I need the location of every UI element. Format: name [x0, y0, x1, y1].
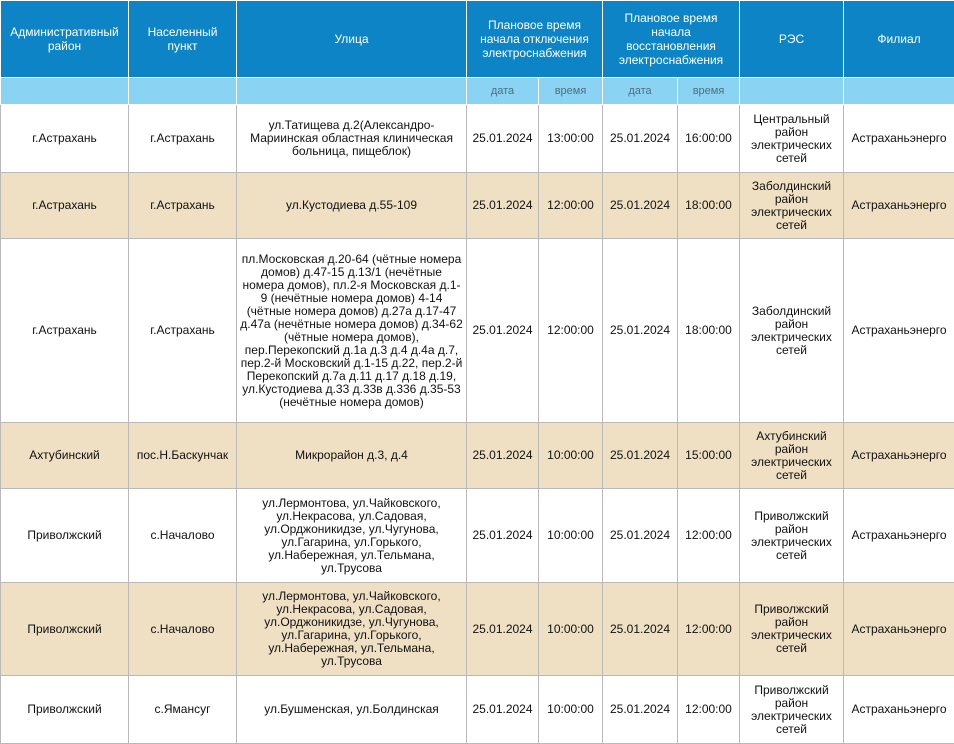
cell-street: ул.Бушменская, ул.Болдинская: [237, 676, 467, 744]
cell-off-time: 10:00:00: [539, 489, 603, 583]
cell-on-time: 12:00:00: [678, 583, 740, 676]
cell-on-time: 15:00:00: [678, 423, 740, 489]
cell-street: пл.Московская д.20-64 (чётные номера домов) д.47-15 д.13/1 (нечётные номера домов), пл.2-я Московская д.1-9 (нечётные номера домов) 4-14 (чётные номера домов) д.27а д.17-47 д.47а (нечётные номера домов) д.34-62 (чётные номера домов), пер.Перекопский д.1а д.3 д.4 д.4а д.7, пер.2-й Московский д.1-15 д.22, пер.2-й Перекопский д.7а д.11 д.17 д.18 д.19, ул.Кустодиева д.33 д.33в д.336 д.35-53 (нечётные номера домов): [237, 239, 467, 423]
cell-res: Заболдинский район электрических сетей: [740, 173, 844, 239]
subheader-empty: [129, 78, 237, 105]
cell-branch: Астраханьэнерго: [844, 489, 954, 583]
subheader-on-date: дата: [603, 78, 678, 105]
cell-district: г.Астрахань: [1, 239, 129, 423]
cell-branch: Астраханьэнерго: [844, 105, 954, 173]
cell-street: ул.Кустодиева д.55-109: [237, 173, 467, 239]
cell-on-date: 25.01.2024: [603, 676, 678, 744]
table-row: [1, 105, 954, 173]
cell-res: Центральный район электрических сетей: [740, 105, 844, 173]
cell-branch: Астраханьэнерго: [844, 583, 954, 676]
cell-res: Приволжский район электрических сетей: [740, 676, 844, 744]
cell-on-time: 12:00:00: [678, 489, 740, 583]
header-off-time: Плановое время начала отключения электроснабжения: [467, 1, 603, 78]
cell-street: ул.Татищева д.2(Александро-Мариинская областная клиническая больница, пищеблок): [237, 105, 467, 173]
cell-on-date: 25.01.2024: [603, 489, 678, 583]
table-row: [1, 423, 954, 489]
header-res: РЭС: [740, 1, 844, 78]
cell-off-date: 25.01.2024: [467, 583, 539, 676]
cell-district: Ахтубинский: [1, 423, 129, 489]
cell-on-time: 12:00:00: [678, 676, 740, 744]
cell-branch: Астраханьэнерго: [844, 239, 954, 423]
table-row: [1, 239, 954, 423]
cell-locality: с.Ямансуг: [129, 676, 237, 744]
cell-street: ул.Лермонтова, ул.Чайковского, ул.Некрасова, ул.Садовая, ул.Орджоникидзе, ул.Чугунова, ул.Гагарина, ул.Горького, ул.Набережная, ул.Тельмана, ул.Трусова: [237, 583, 467, 676]
cell-on-date: 25.01.2024: [603, 583, 678, 676]
cell-locality: с.Началово: [129, 489, 237, 583]
cell-branch: Астраханьэнерго: [844, 173, 954, 239]
header-branch: Филиал: [844, 1, 954, 78]
cell-district: г.Астрахань: [1, 105, 129, 173]
cell-res: Приволжский район электрических сетей: [740, 489, 844, 583]
cell-on-date: 25.01.2024: [603, 105, 678, 173]
cell-on-date: 25.01.2024: [603, 239, 678, 423]
subheader-empty: [1, 78, 129, 105]
subheader-off-time: время: [539, 78, 603, 105]
cell-off-date: 25.01.2024: [467, 105, 539, 173]
header-restore-time: Плановое время начала восстановления электроснабжения: [603, 1, 740, 78]
cell-on-date: 25.01.2024: [603, 423, 678, 489]
cell-locality: г.Астрахань: [129, 105, 237, 173]
cell-off-time: 10:00:00: [539, 676, 603, 744]
subheader-on-time: время: [678, 78, 740, 105]
cell-off-date: 25.01.2024: [467, 239, 539, 423]
table-row: [1, 489, 954, 583]
cell-off-time: 12:00:00: [539, 173, 603, 239]
table-row: [1, 173, 954, 239]
cell-off-date: 25.01.2024: [467, 173, 539, 239]
cell-off-time: 13:00:00: [539, 105, 603, 173]
cell-on-time: 18:00:00: [678, 239, 740, 423]
cell-off-date: 25.01.2024: [467, 676, 539, 744]
subheader-off-date: дата: [467, 78, 539, 105]
cell-res: Приволжский район электрических сетей: [740, 583, 844, 676]
subheader-empty: [844, 78, 954, 105]
cell-locality: с.Началово: [129, 583, 237, 676]
cell-res: Ахтубинский район электрических сетей: [740, 423, 844, 489]
cell-on-date: 25.01.2024: [603, 173, 678, 239]
cell-off-time: 10:00:00: [539, 423, 603, 489]
cell-district: Приволжский: [1, 676, 129, 744]
subheader-empty: [237, 78, 467, 105]
cell-street: Микрорайон д.3, д.4: [237, 423, 467, 489]
subheader-row: [1, 78, 954, 105]
cell-branch: Астраханьэнерго: [844, 423, 954, 489]
header-row: [1, 1, 954, 78]
cell-off-date: 25.01.2024: [467, 489, 539, 583]
cell-off-date: 25.01.2024: [467, 423, 539, 489]
cell-district: г.Астрахань: [1, 173, 129, 239]
header-street: Улица: [237, 1, 467, 78]
cell-on-time: 16:00:00: [678, 105, 740, 173]
subheader-empty: [740, 78, 844, 105]
cell-on-time: 18:00:00: [678, 173, 740, 239]
header-district: Административный район: [1, 1, 129, 78]
cell-locality: г.Астрахань: [129, 173, 237, 239]
cell-off-time: 10:00:00: [539, 583, 603, 676]
cell-locality: г.Астрахань: [129, 239, 237, 423]
cell-res: Заболдинский район электрических сетей: [740, 239, 844, 423]
cell-street: ул.Лермонтова, ул.Чайковского, ул.Некрасова, ул.Садовая, ул.Орджоникидзе, ул.Чугунова, ул.Гагарина, ул.Горького, ул.Набережная, ул.Тельмана, ул.Трусова: [237, 489, 467, 583]
table-row: [1, 583, 954, 676]
cell-locality: пос.Н.Баскунчак: [129, 423, 237, 489]
cell-district: Приволжский: [1, 583, 129, 676]
cell-branch: Астраханьэнерго: [844, 676, 954, 744]
cell-district: Приволжский: [1, 489, 129, 583]
header-locality: Населенный пункт: [129, 1, 237, 78]
table-row: [1, 676, 954, 744]
cell-off-time: 12:00:00: [539, 239, 603, 423]
